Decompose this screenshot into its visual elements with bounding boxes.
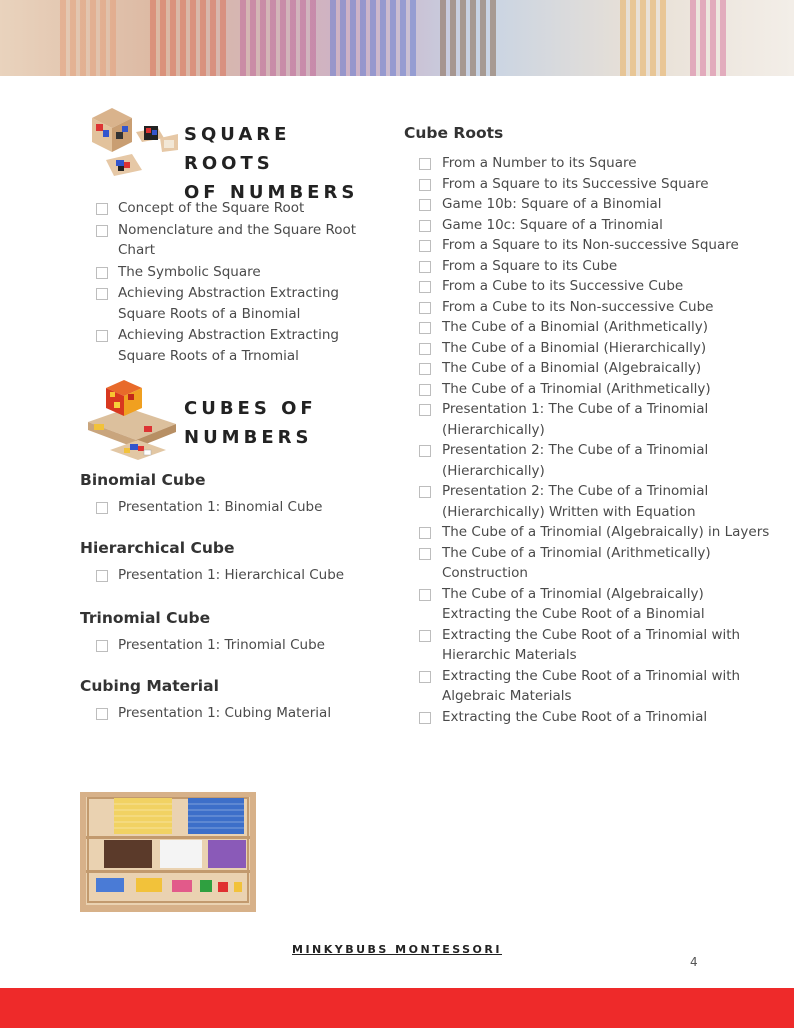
checkbox[interactable]: [419, 404, 431, 416]
cubing-material-group: [80, 675, 390, 724]
square-roots-title: [184, 120, 390, 207]
header-banner-image: [0, 0, 794, 76]
list-item: [404, 481, 774, 522]
checkbox[interactable]: [96, 708, 108, 720]
list-item: [404, 276, 774, 297]
list-item: [404, 174, 774, 195]
checkbox[interactable]: [419, 343, 431, 355]
item-label: From a Square to its Successive Square: [442, 175, 709, 192]
cubes-header: [80, 376, 390, 462]
binomial-cube-group: [80, 469, 390, 518]
list-item: [80, 325, 390, 366]
list-item: [80, 198, 390, 219]
checkbox[interactable]: [96, 330, 108, 342]
trinomial-cube-image: [84, 376, 180, 462]
list-item: [404, 522, 774, 543]
item-label: Game 10c: Square of a Trinomial: [442, 216, 663, 233]
list-item: [80, 262, 390, 283]
item-label: Achieving Abstraction Extracting Square Roots of a Binomial: [118, 285, 339, 322]
item-label: Presentation 1: Cubing Material: [118, 704, 332, 721]
list-item: [80, 565, 390, 586]
list-item: [404, 358, 774, 379]
item-label: From a Number to its Square: [442, 155, 637, 171]
item-label: Extracting the Cube Root of a Trinomial with Algebraic Materials: [442, 667, 741, 704]
cubes-title-line1: CUBES OF: [184, 398, 317, 419]
item-label: From a Square to its Non-successive Square: [442, 237, 739, 253]
checkbox[interactable]: [419, 363, 431, 375]
cubing-material-heading: Cubing Material: [80, 676, 219, 695]
list-item: [404, 625, 774, 666]
item-label: The Cube of a Binomial (Hierarchically): [442, 339, 707, 356]
item-label: The Cube of a Trinomial (Arithmetically): [442, 380, 711, 397]
item-label: Presentation 2: The Cube of a Trinomial (Hierarchically) Written with Equation: [442, 483, 709, 520]
list-item: [404, 235, 774, 256]
checkbox[interactable]: [419, 445, 431, 457]
hierarchical-cube-group: [80, 537, 390, 586]
footer-brand: [0, 938, 794, 957]
binomial-cube-image: [86, 104, 178, 184]
item-label: From a Cube to its Non-successive Cube: [442, 298, 714, 315]
checkbox[interactable]: [419, 158, 431, 170]
item-label: The Cube of a Trinomial (Algebraically) Extracting the Cube Root of a Binomial: [442, 585, 705, 622]
item-label: Presentation 1: Trinomial Cube: [118, 637, 325, 653]
list-item: [80, 635, 390, 656]
list-item: [404, 399, 774, 440]
item-label: The Cube of a Trinomial (Algebraically) in Layers: [442, 524, 770, 540]
checkbox[interactable]: [96, 570, 108, 582]
item-label: Concept of the Square Root: [118, 200, 305, 216]
checkbox[interactable]: [419, 322, 431, 334]
checkbox[interactable]: [419, 240, 431, 252]
item-label: Game 10b: Square of a Binomial: [442, 196, 662, 212]
list-item: [404, 584, 774, 625]
item-label: Presentation 1: Hierarchical Cube: [118, 566, 345, 583]
list-item: [404, 317, 774, 338]
list-item: [80, 283, 390, 324]
checkbox[interactable]: [419, 384, 431, 396]
checkbox[interactable]: [419, 281, 431, 293]
square-roots-checklist: [80, 198, 390, 366]
list-item: [80, 220, 390, 261]
page-number: 4: [690, 955, 698, 969]
footer-bar: [0, 988, 794, 1028]
list-item: [404, 666, 774, 707]
list-item: [404, 215, 774, 236]
item-label: Extracting the Cube Root of a Trinomial: [442, 708, 708, 725]
list-item: [404, 153, 774, 174]
item-label: The Cube of a Binomial (Algebraically): [442, 360, 702, 376]
list-item: [404, 543, 774, 584]
cubes-title-line2: NUMBERS: [184, 427, 313, 448]
cubing-material-checklist: [80, 703, 390, 724]
item-label: Presentation 1: Binomial Cube: [118, 499, 323, 515]
cubing-material-tray-image: [80, 792, 256, 912]
item-label: The Symbolic Square: [118, 263, 261, 280]
item-label: The Cube of a Binomial (Arithmetically): [442, 319, 709, 335]
item-label: Presentation 2: The Cube of a Trinomial (Hierarchically): [442, 442, 709, 479]
checkbox[interactable]: [419, 589, 431, 601]
square-roots-title-line1: SQUARE ROOTS: [184, 124, 291, 174]
list-item: [404, 707, 774, 728]
brand-link[interactable]: MINKYBUBS MONTESSORI: [292, 943, 502, 956]
cube-roots-checklist: [404, 153, 774, 727]
item-label: Extracting the Cube Root of a Trinomial with Hierarchic Materials: [442, 626, 741, 663]
hierarchical-cube-heading: Hierarchical Cube: [80, 538, 235, 557]
checkbox[interactable]: [419, 220, 431, 232]
list-item: [404, 379, 774, 400]
checkbox[interactable]: [419, 261, 431, 273]
checkbox[interactable]: [96, 288, 108, 300]
checkbox[interactable]: [419, 199, 431, 211]
cubes-title: [184, 394, 317, 452]
checkbox[interactable]: [419, 486, 431, 498]
list-item: [404, 194, 774, 215]
item-label: From a Cube to its Successive Cube: [442, 278, 684, 294]
right-column: [404, 122, 774, 727]
binomial-cube-checklist: [80, 497, 390, 518]
list-item: [80, 703, 390, 724]
trinomial-cube-checklist: [80, 635, 390, 656]
list-item: [404, 256, 774, 277]
list-item: [404, 338, 774, 359]
checkbox[interactable]: [419, 527, 431, 539]
checkbox[interactable]: [419, 548, 431, 560]
hierarchical-cube-checklist: [80, 565, 390, 586]
item-label: The Cube of a Trinomial (Arithmetically) Construction: [442, 544, 711, 581]
checkbox[interactable]: [96, 502, 108, 514]
checkbox[interactable]: [419, 671, 431, 683]
trinomial-cube-group: [80, 607, 390, 656]
item-label: Achieving Abstraction Extracting Square Roots of a Trnomial: [118, 327, 339, 364]
item-label: From a Square to its Cube: [442, 257, 618, 274]
checkbox[interactable]: [96, 225, 108, 237]
square-roots-header: [80, 100, 390, 203]
square-roots-title-line2: OF NUMBERS: [184, 182, 359, 203]
item-label: Presentation 1: The Cube of a Trinomial (Hierarchically): [442, 401, 709, 438]
checkbox[interactable]: [419, 302, 431, 314]
cube-roots-heading: Cube Roots: [404, 124, 504, 142]
left-column: [80, 100, 390, 723]
list-item: [404, 440, 774, 481]
checkbox[interactable]: [419, 630, 431, 642]
checkbox[interactable]: [96, 267, 108, 279]
checkbox[interactable]: [96, 203, 108, 215]
list-item: [404, 297, 774, 318]
checkbox[interactable]: [96, 640, 108, 652]
item-label: Nomenclature and the Square Root Chart: [118, 221, 357, 258]
checkbox[interactable]: [419, 179, 431, 191]
checkbox[interactable]: [419, 712, 431, 724]
list-item: [80, 497, 390, 518]
trinomial-cube-heading: Trinomial Cube: [80, 609, 211, 627]
binomial-cube-heading: Binomial Cube: [80, 471, 206, 489]
